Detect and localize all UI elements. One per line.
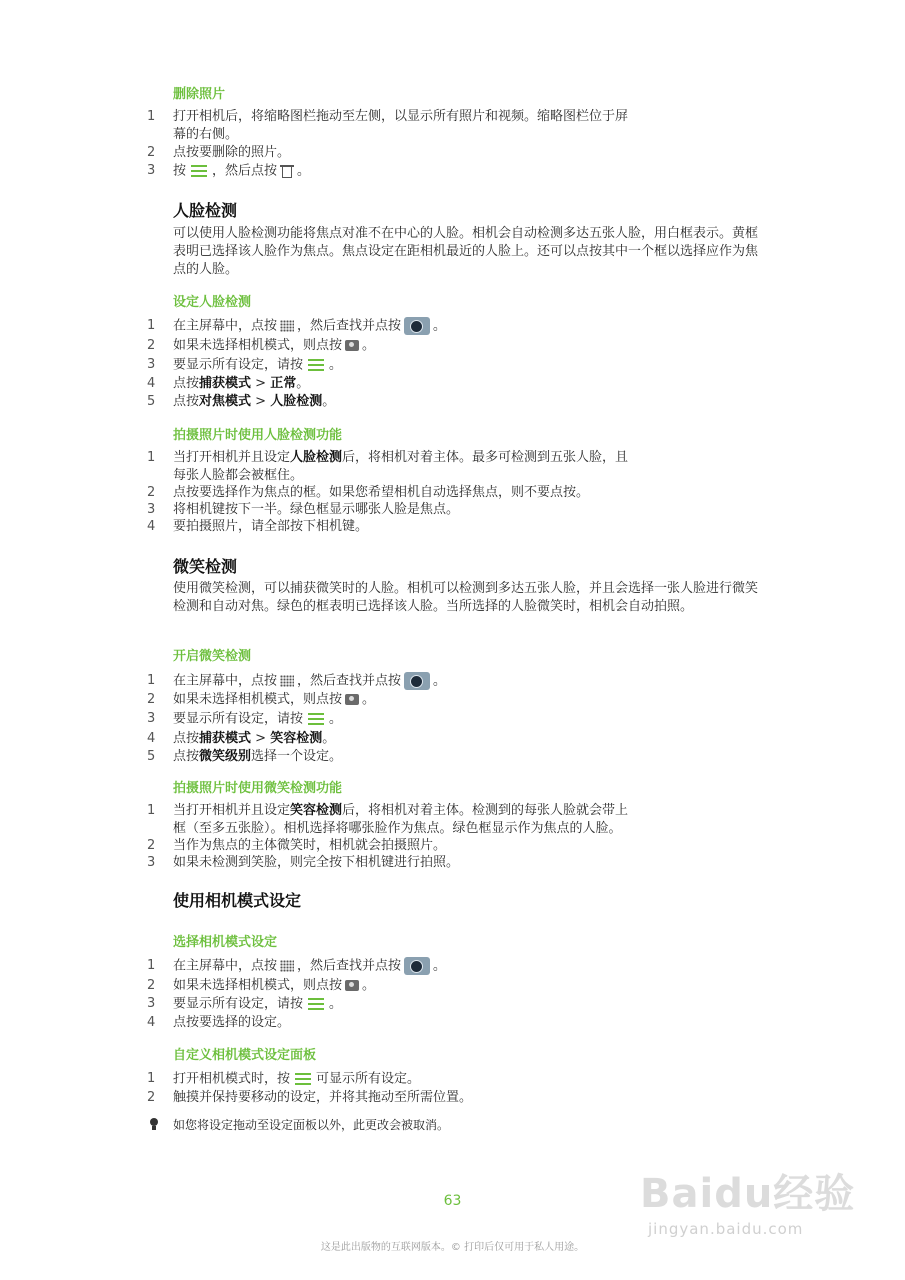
step-text: 点按捕获模式 > 笑容检测。 <box>173 731 336 746</box>
step-text: 打开相机模式时，按 可显示所有设定。 <box>173 1071 421 1087</box>
step-number: 3 <box>147 163 156 178</box>
step-number: 2 <box>147 145 156 160</box>
step-text: 要拍摄照片，请全部按下相机键。 <box>173 519 369 534</box>
camera-mode-icon <box>345 980 359 991</box>
step-text: 如果未选择相机模式，则点按 。 <box>173 978 376 993</box>
step-text: 在主屏幕中，点按 ，然后查找并点按 。 <box>173 958 447 974</box>
step-text: 当作为焦点的主体微笑时，相机就会拍摄照片。 <box>173 838 447 853</box>
step-number: 4 <box>147 1015 156 1030</box>
step-text: 点按捕获模式 > 正常。 <box>173 376 310 391</box>
step-text: 如果未检测到笑脸，则完全按下相机键进行拍照。 <box>173 855 460 870</box>
subheading-select-camera-mode: 选择相机模式设定 <box>173 935 278 950</box>
step-number: 1 <box>147 450 156 465</box>
step-text: 要显示所有设定，请按 。 <box>173 711 343 727</box>
step-text: 在主屏幕中，点按 ，然后查找并点按 。 <box>173 673 447 689</box>
step-text: 要显示所有设定，请按 。 <box>173 357 343 373</box>
step-number: 1 <box>147 109 156 124</box>
menu-icon <box>306 995 326 1013</box>
subheading-setup-face-detection: 设定人脸检测 <box>173 295 252 310</box>
step-number: 1 <box>147 803 156 818</box>
tip-note <box>147 1116 449 1134</box>
step-number: 1 <box>147 958 156 973</box>
smile-detection-intro: 使用微笑检测，可以捕获微笑时的人脸。相机可以检测到多达五张人脸，并且会选择一张人脸进行微笑检测和自动对焦。绿色的框表明已选择该人脸。当所选择的人脸微笑时，相机会自动拍照。 <box>173 581 759 614</box>
step-number: 5 <box>147 749 156 764</box>
step-number: 4 <box>147 519 156 534</box>
step-number: 3 <box>147 996 156 1011</box>
subheading-use-face-detection: 拍摄照片时使用人脸检测功能 <box>173 428 343 443</box>
camera-mode-icon <box>345 340 359 351</box>
subheading-customize-panel: 自定义相机模式设定面板 <box>173 1048 317 1063</box>
menu-icon <box>189 162 209 180</box>
step-text: 按 ，然后点按 。 <box>173 163 311 179</box>
app-grid-icon <box>280 675 294 687</box>
watermark-url: jingyan.baidu.com <box>648 1220 804 1238</box>
camera-app-icon <box>404 957 430 975</box>
subheading-use-smile-detection: 拍摄照片时使用微笑检测功能 <box>173 781 343 796</box>
step-number: 3 <box>147 855 156 870</box>
menu-icon <box>306 710 326 728</box>
step-number: 3 <box>147 357 156 372</box>
step-text: 如果未选择相机模式，则点按 。 <box>173 692 376 707</box>
step-text: 点按要选择作为焦点的框。如果您希望相机自动选择焦点，则不要点按。 <box>173 485 590 500</box>
heading-camera-mode-settings: 使用相机模式设定 <box>173 891 302 910</box>
step-number: 4 <box>147 731 156 746</box>
face-detection-intro: 可以使用人脸检测功能将焦点对准不在中心的人脸。相机会自动检测多达五张人脸，用白框表示。黄框表明已选择该人脸作为焦点。焦点设定在距相机最近的人脸上。还可以点按其中一个框以选择应作为焦点的人脸。 <box>173 226 759 277</box>
step-number: 2 <box>147 978 156 993</box>
step-text: 点按要选择的设定。 <box>173 1015 291 1030</box>
step-number: 2 <box>147 485 156 500</box>
heading-face-detection: 人脸检测 <box>173 201 238 220</box>
app-grid-icon <box>280 320 294 332</box>
step-text: 在主屏幕中，点按 ，然后查找并点按 。 <box>173 318 447 334</box>
step-text: 点按对焦模式 > 人脸检测。 <box>173 394 336 409</box>
step-text: 要显示所有设定，请按 。 <box>173 996 343 1012</box>
subheading-enable-smile-detection: 开启微笑检测 <box>173 649 252 664</box>
footer-notice: 这是此出版物的互联网版本。© 打印后仅可用于私人用途。 <box>320 1242 585 1253</box>
step-text: 将相机键按下一半。绿色框显示哪张人脸是焦点。 <box>173 502 460 517</box>
lightbulb-icon <box>147 1117 161 1131</box>
step-number: 2 <box>147 692 156 707</box>
watermark-logo-text: Baidu经验 <box>640 1171 856 1217</box>
step-text: 当打开相机并且设定笑容检测后，将相机对着主体。检测到的每张人脸就会带上 框（至多五张脸）。相机选择将哪张脸作为焦点。绿色框显示作为焦点的人脸。 <box>173 803 629 836</box>
step-text: 点按微笑级别选择一个设定。 <box>173 749 343 764</box>
step-number: 1 <box>147 1071 156 1086</box>
page-number: 63 <box>443 1193 462 1209</box>
step-number: 3 <box>147 502 156 517</box>
step-text: 触摸并保持要移动的设定，并将其拖动至所需位置。 <box>173 1090 473 1105</box>
trash-icon <box>280 163 294 179</box>
step-text: 打开相机后，将缩略图栏拖动至左侧，以显示所有照片和视频。缩略图栏位于屏 幕的右侧。 <box>173 109 629 142</box>
step-number: 4 <box>147 376 156 391</box>
tip-text: 如您将设定拖动至设定面板以外，此更改会被取消。 <box>173 1118 450 1132</box>
step-number: 1 <box>147 673 156 688</box>
step-text: 点按要删除的照片。 <box>173 145 291 160</box>
step-number: 2 <box>147 1090 156 1105</box>
app-grid-icon <box>280 960 294 972</box>
step-number: 3 <box>147 711 156 726</box>
step-text: 当打开相机并且设定人脸检测后，将相机对着主体。最多可检测到五张人脸，且 每张人脸都会被框住。 <box>173 450 629 483</box>
heading-smile-detection: 微笑检测 <box>173 557 238 576</box>
menu-icon <box>293 1070 313 1088</box>
step-number: 2 <box>147 338 156 353</box>
camera-app-icon <box>404 317 430 335</box>
menu-icon <box>306 356 326 374</box>
step-number: 2 <box>147 838 156 853</box>
camera-app-icon <box>404 672 430 690</box>
step-number: 1 <box>147 318 156 333</box>
step-number: 5 <box>147 394 156 409</box>
camera-mode-icon <box>345 694 359 705</box>
step-text: 如果未选择相机模式，则点按 。 <box>173 338 376 353</box>
subheading-delete-photos: 删除照片 <box>173 87 226 102</box>
